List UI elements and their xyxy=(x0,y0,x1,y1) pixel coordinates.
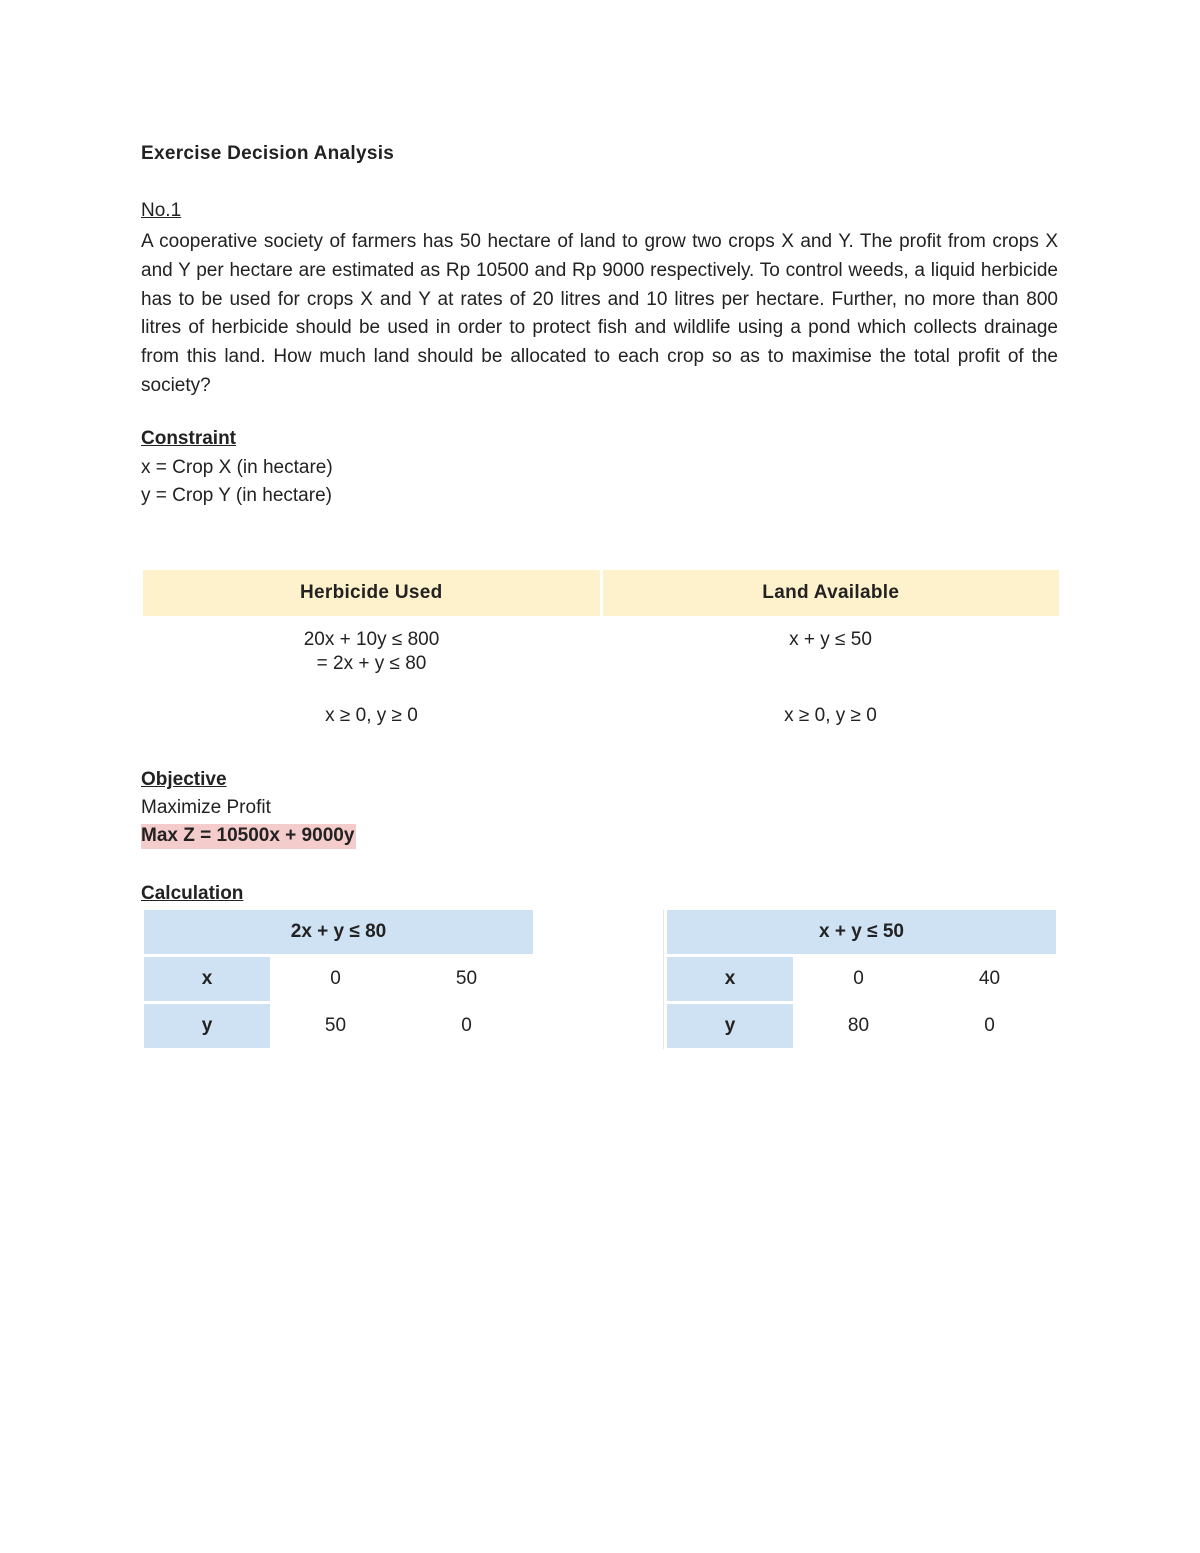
cell-value: 0 xyxy=(330,968,341,989)
constraint-heading: Constraint xyxy=(141,428,236,449)
row-label: y xyxy=(667,1004,793,1048)
constraint-table xyxy=(143,570,1059,726)
table-row xyxy=(144,1004,533,1048)
constraint-table-header-row xyxy=(143,570,1059,616)
cell-value: 50 xyxy=(455,968,478,989)
objective-heading: Objective xyxy=(141,769,227,790)
variable-y-definition: y = Crop Y (in hectare) xyxy=(141,485,332,506)
herbicide-inequality-simplified: = 2x + y ≤ 80 xyxy=(316,653,427,674)
document-title: Exercise Decision Analysis xyxy=(141,143,395,164)
row-label: x xyxy=(667,957,793,1001)
land-available-header: Land Available xyxy=(603,570,1060,616)
calculation-table-land xyxy=(667,910,1056,1048)
herbicide-used-header: Herbicide Used xyxy=(143,570,600,616)
land-nonnegativity: x ≥ 0, y ≥ 0 xyxy=(784,705,877,726)
problem-number: No.1 xyxy=(141,200,182,221)
cell-value: 0 xyxy=(853,968,864,989)
objective-formula-line xyxy=(141,825,356,847)
cell-value: 40 xyxy=(978,968,1001,989)
table-row xyxy=(667,957,1056,1001)
objective-label: Maximize Profit xyxy=(141,797,271,818)
land-inequality: x + y ≤ 50 xyxy=(789,629,872,650)
table-row xyxy=(144,957,533,1001)
herbicide-nonnegativity: x ≥ 0, y ≥ 0 xyxy=(325,705,418,726)
land-inequality-extra xyxy=(602,652,1059,676)
cell-value: 80 xyxy=(847,1015,870,1036)
calculation-table-herbicide xyxy=(144,910,533,1048)
variable-x-definition: x = Crop X (in hectare) xyxy=(141,457,333,478)
table-row xyxy=(667,1004,1056,1048)
calculation-table-header: x + y ≤ 50 xyxy=(667,910,1056,954)
objective-formula: Max Z = 10500x + 9000y xyxy=(141,824,356,849)
calculation-heading: Calculation xyxy=(141,883,244,904)
herbicide-inequality: 20x + 10y ≤ 800 xyxy=(303,629,440,650)
cell-value: 0 xyxy=(461,1015,472,1036)
table-divider xyxy=(663,910,664,1049)
cell-value: 0 xyxy=(984,1015,995,1036)
calculation-table-header: 2x + y ≤ 80 xyxy=(144,910,533,954)
land-constraint-cell xyxy=(602,628,1059,728)
row-label: y xyxy=(144,1004,270,1048)
problem-statement: A cooperative society of farmers has 50 hectare of land to grow two crops X and Y. The profit from crops X and Y per hectare are estimated as Rp 10500 and Rp 9000 respectively. To control weeds, a liquid herbicide has to be used for crops X and Y at rates of 20 litres and 10 litres per hectare. Further, no more than 800 litres of herbicide should be used in order to protect fish and wildlife using a pond which collects drainage from this land. How much land should be allocated to each crop so as to maximise the total profit of the society? xyxy=(141,231,1058,396)
cell-value: 50 xyxy=(324,1015,347,1036)
row-label: x xyxy=(144,957,270,1001)
herbicide-constraint-cell xyxy=(143,628,600,728)
